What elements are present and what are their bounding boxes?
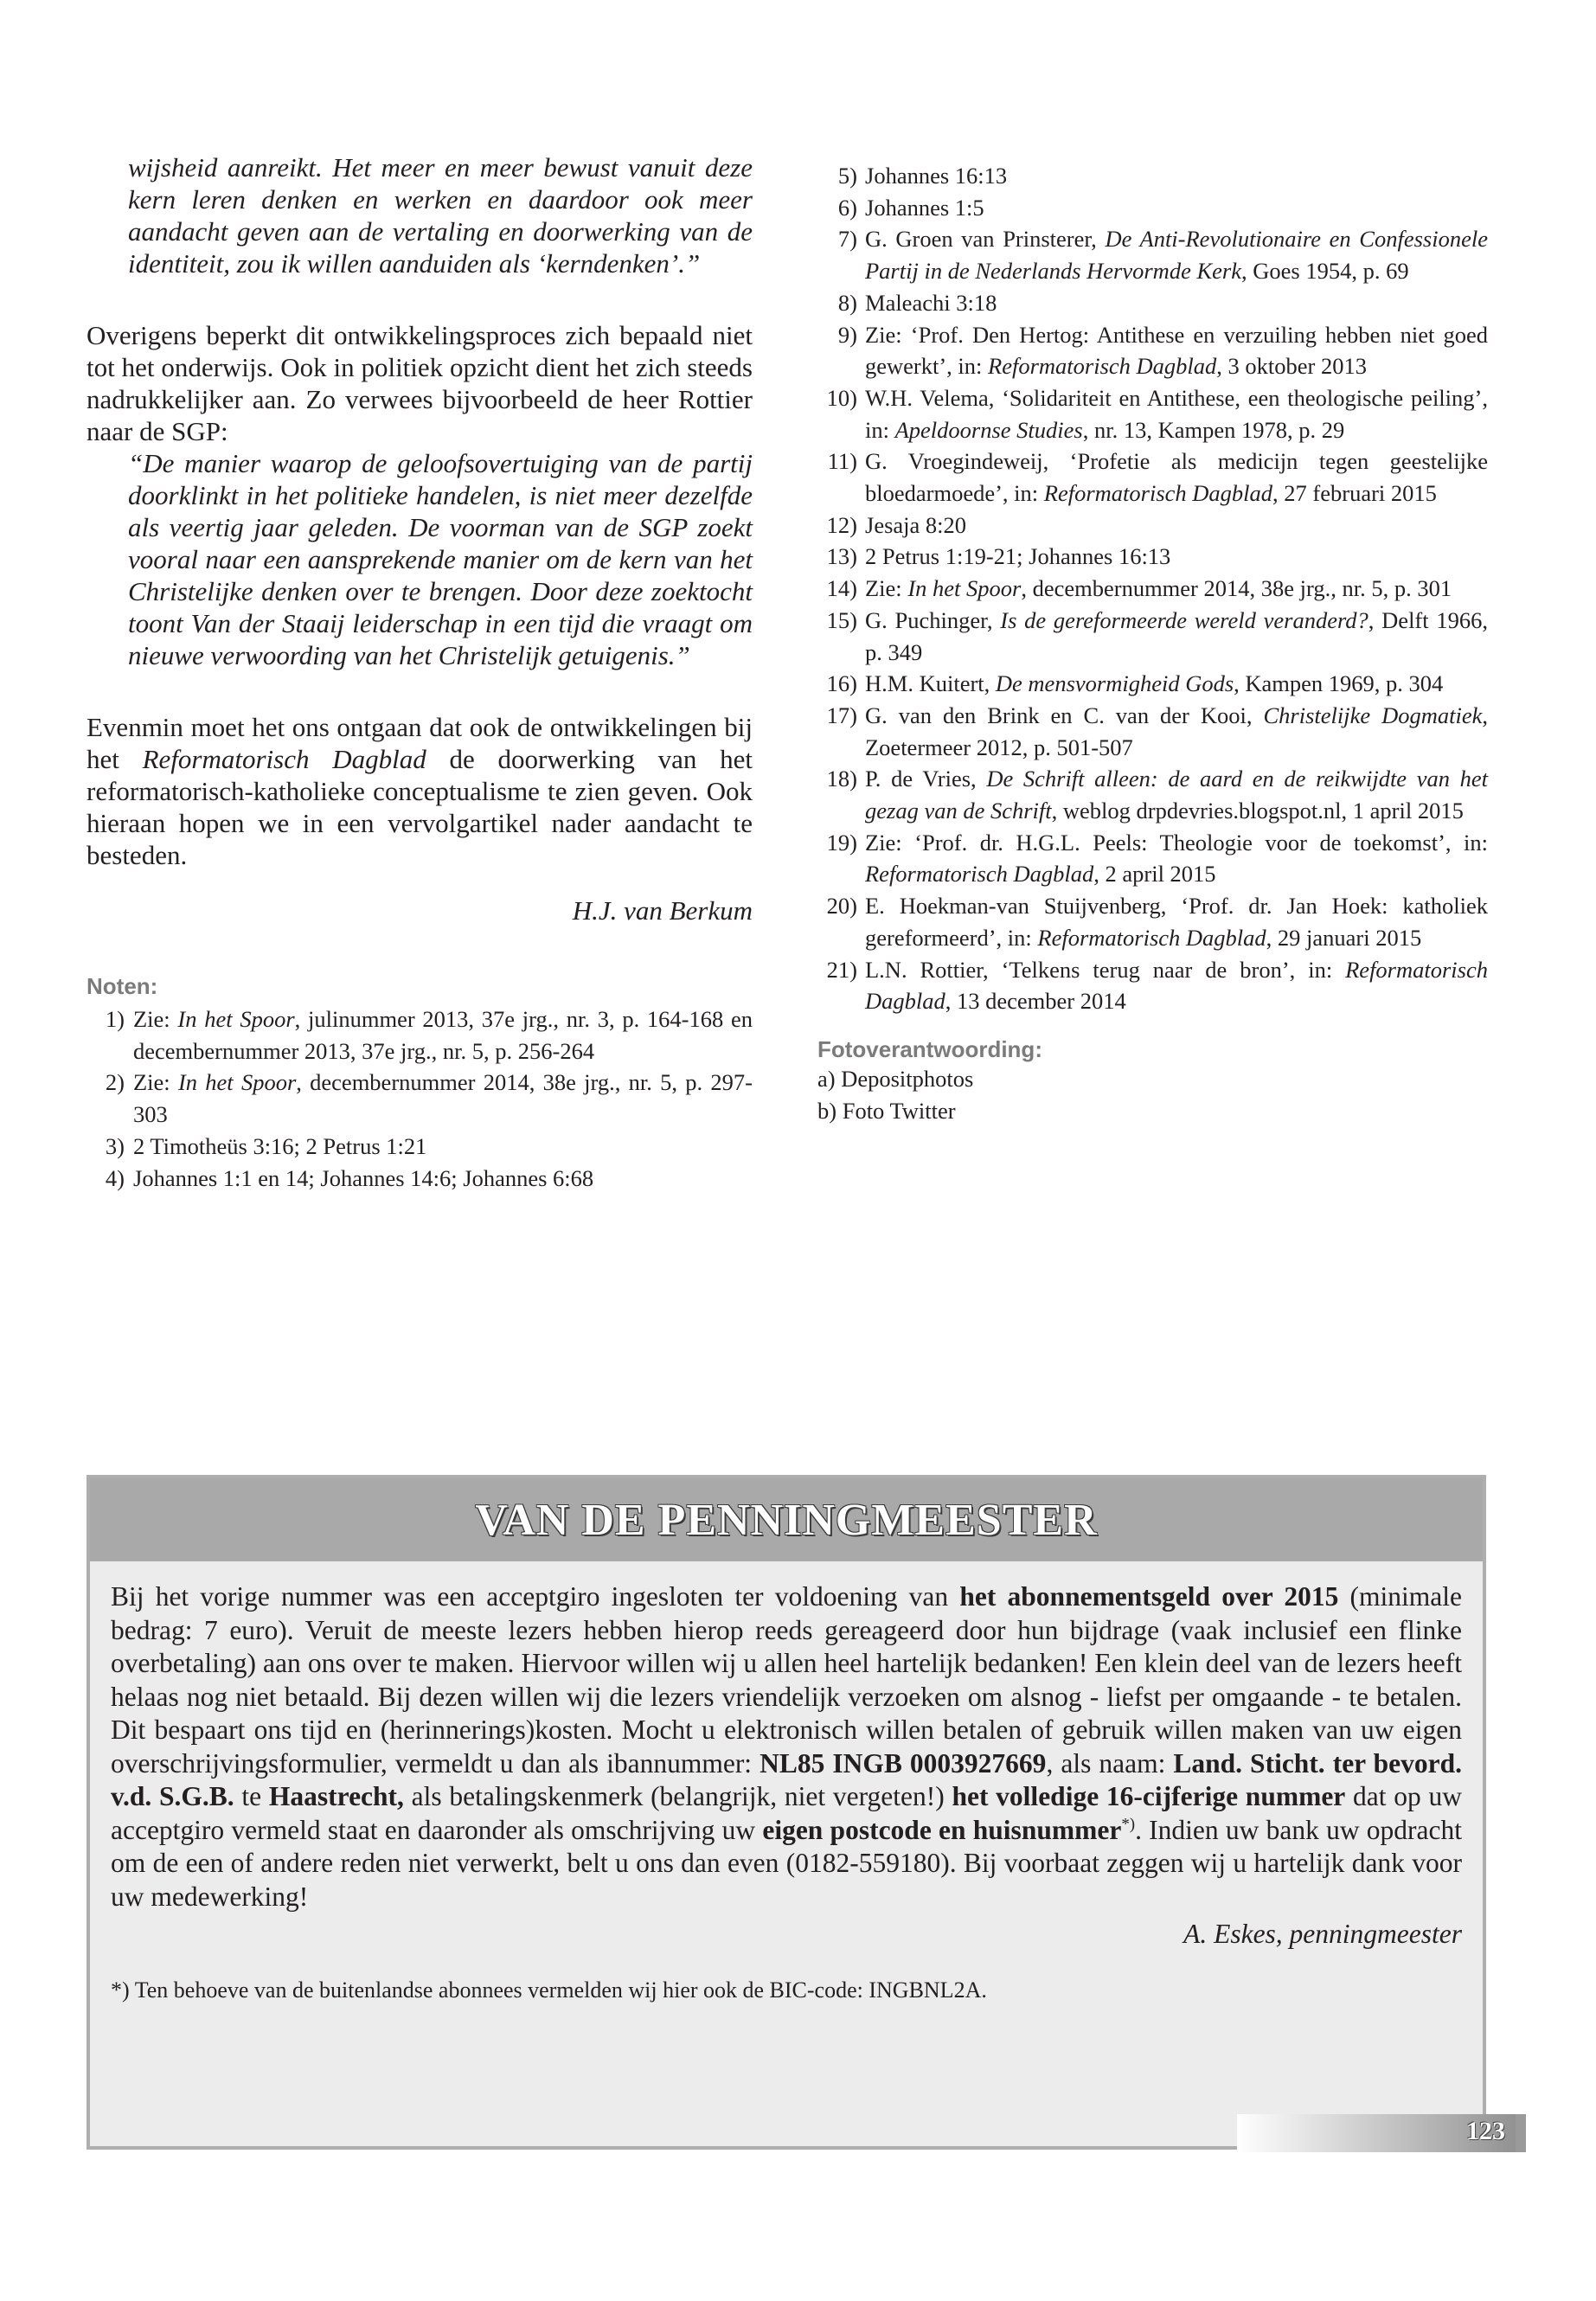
note-item: 4) Johannes 1:1 en 14; Johannes 14:6; Johannes 6:68 xyxy=(105,1164,594,1191)
rottier-quote: “De manier waarop de geloofsovertuiging van de partij doorklinkt in het politieke handelen, is niet meer dezelfde als veertig jaar geleden. De voorman van de SGP zoekt vooral naar een aansprekende manier om de kern van het Christelijke denken over te brengen. Door deze zoektocht toont Van der Staaij leiderschap in een tijd die vraagt om nieuwe verwoording van het Christelijk getuigenis.” xyxy=(128,448,753,670)
notes-list xyxy=(87,1003,753,1194)
notice-title: VAN DE PENNINGMEESTER xyxy=(475,1495,1098,1545)
note-item: 18) P. de Vries, De Schrift alleen: de aard en de reikwijdte van het gezag van de Schrift, weblog drpdevries.blogspot.nl, 1 april 2015 xyxy=(826,766,1488,824)
note-item: 19) Zie: ‘Prof. dr. H.G.L. Peels: Theologie voor de toekomst’, in: Reformatorisch Dagblad, 2 april 2015 xyxy=(826,829,1488,888)
note-item: 6) Johannes 1:5 xyxy=(837,194,984,221)
photo-credit-item: a) Depositphotos xyxy=(817,1065,974,1092)
note-item: 21) L.N. Rottier, ‘Telkens terug naar de bron’, in: Reformatorisch Dagblad, 13 december 2014 xyxy=(826,956,1488,1015)
note-item: 3) 2 Timotheüs 3:16; 2 Petrus 1:21 xyxy=(105,1132,427,1159)
note-item: 11) G. Vroegindeweij, ‘Profetie als medicijn tegen geestelijke bloedarmoede’, in: Reformatorisch Dagblad, 27 februari 2015 xyxy=(827,448,1488,507)
notice-body xyxy=(111,1580,1462,2003)
kerndenken-quote: wijsheid aanreikt. Het meer en meer bewust vanuit deze kern leren denken en werken en daardoor ook meer aandacht geven aan de vertaling en doorwerking van de identiteit, zou ik willen aanduiden als ‘kerndenken’.” xyxy=(128,152,753,279)
right-column xyxy=(817,160,1488,1126)
author-signature: H.J. van Berkum xyxy=(572,895,753,926)
notice-text: Bij het vorige nummer was een acceptgiro ingesloten ter voldoening van het abonnementsgeld over 2015 (minimale bedrag: 7 euro). Veruit de meeste lezers hebben hierop reeds gereageerd door hun bijdrage (vaak inclusief een flinke overbetaling) aan ons over te maken. Hiervoor willen wij u allen heel hartelijk bedanken! Een klein deel van de lezers heeft helaas nog niet betaald. Bij dezen willen wij die lezers vriendelijk verzoeken om alsnog - liefst per omgaande - te betalen. Dit bespaart ons tijd en (herinnerings)kosten. Mocht u elektronisch willen betalen of gebruik willen maken van uw eigen overschrijvingsformulier, vermeldt u dan als ibannummer: NL85 INGB 0003927669, als naam: Land. Sticht. ter bevord. v.d. S.G.B. te Haastrecht, als betalingskenmerk (belangrijk, niet vergeten!) het volledige 16-cijferige nummer dat op uw acceptgiro vermeld staat en daaronder als omschrijving uw eigen postcode en huisnummer*). Indien uw bank uw opdracht om de een of andere reden niet verwerkt, belt u ons dan even (0182-559180). Bij voorbaat zeggen wij u hartelijk dank voor uw medewerking! xyxy=(111,1581,1463,1912)
note-item: 13) 2 Petrus 1:19-21; Johannes 16:13 xyxy=(826,543,1171,570)
page-number: 123 xyxy=(1466,2117,1505,2145)
note-item: 8) Maleachi 3:18 xyxy=(837,289,997,316)
note-item: 1) Zie: In het Spoor, julinummer 2013, 37e jrg., nr. 3, p. 164-168 en decembernummer 2013, 37e jrg., nr. 5, p. 256-264 xyxy=(105,1006,753,1064)
notes-heading: Noten: xyxy=(87,973,158,999)
note-item: 20) E. Hoekman-van Stuijvenberg, ‘Prof. dr. Jan Hoek: katholiek gereformeerd’, in: Reformatorisch Dagblad, 29 januari 2015 xyxy=(826,893,1488,951)
treasurer-notice-box xyxy=(87,1475,1486,2150)
note-item: 7) G. Groen van Prinsterer, De Anti-Revolutionaire en Confessionele Partij in de Nederlands Hervormde Kerk, Goes 1954, p. 69 xyxy=(837,226,1488,285)
note-item: 2) Zie: In het Spoor, decembernummer 2014, 38e jrg., nr. 5, p. 297-303 xyxy=(105,1069,753,1128)
note-item: 10) W.H. Velema, ‘Solidariteit en Antithese, een theologische peiling’, in: Apeldoornse Studies, nr. 13, Kampen 1978, p. 29 xyxy=(826,384,1488,443)
note-item: 12) Jesaja 8:20 xyxy=(826,511,967,538)
page-edge-marker xyxy=(1516,2114,1526,2152)
note-item: 15) G. Puchinger, Is de gereformeerde wereld veranderd?, Delft 1966, p. 349 xyxy=(826,606,1488,665)
treasurer-signature: A. Eskes, penningmeester xyxy=(1183,1919,1462,1949)
photo-credit-item: b) Foto Twitter xyxy=(817,1097,956,1124)
body-paragraph: Evenmin moet het ons ontgaan dat ook de ontwikkelingen bij het Reformatorisch Dagblad de doorwerking van het reformatorisch-katholieke conceptualisme te zien geven. Ook hieraan hopen we in een vervolgartikel nader aandacht te besteden. xyxy=(87,712,753,870)
notes-list-continued xyxy=(817,160,1488,1017)
photo-credits-heading: Fotoverantwoording: xyxy=(817,1035,1042,1062)
notice-header xyxy=(90,1478,1483,1561)
body-paragraph: Overigens beperkt dit ontwikkelingsproces zich bepaald niet tot het onderwijs. Ook in politiek opzicht dient het zich steeds nadrukkelijker aan. Zo verwees bijvoorbeeld de heer Rottier naar de SGP: xyxy=(87,320,753,446)
note-item: 9) Zie: ‘Prof. Den Hertog: Antithese en verzuiling hebben niet goed gewerkt’, in: Reformatorisch Dagblad, 3 oktober 2013 xyxy=(837,321,1488,380)
note-item: 17) G. van den Brink en C. van der Kooi, Christelijke Dogmatiek, Zoetermeer 2012, p. 501-507 xyxy=(826,702,1488,760)
note-item: 16) H.M. Kuitert, De mensvormigheid Gods, Kampen 1969, p. 304 xyxy=(826,670,1444,697)
left-column xyxy=(87,151,753,1194)
bic-footnote: *) Ten behoeve van de buitenlandse abonnees vermelden wij hier ook de BIC-code: INGBNL2A. xyxy=(111,1977,987,2003)
note-item: 14) Zie: In het Spoor, decembernummer 2014, 38e jrg., nr. 5, p. 301 xyxy=(826,575,1452,602)
note-item: 5) Johannes 16:13 xyxy=(837,163,1008,189)
